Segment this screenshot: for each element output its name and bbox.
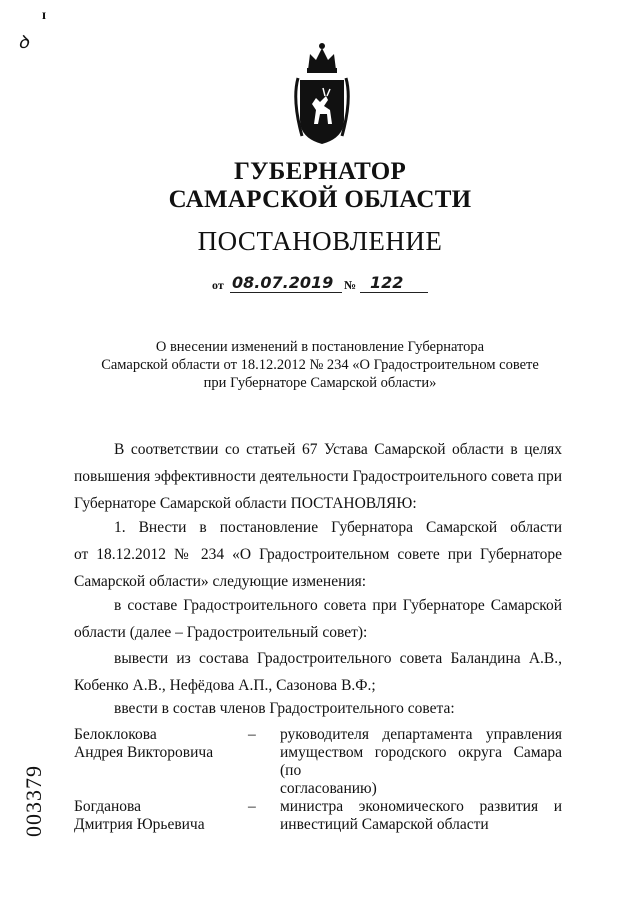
text-line: повышения эффективности деятельности Градостроительного совета при (74, 468, 562, 485)
subject-line: О внесении изменений в постановление Губернатора (155, 339, 485, 355)
date-value: 08.07.2019 (232, 273, 334, 292)
text-line: в составе Градостроительного совета при Губернаторе Самарской (114, 597, 562, 614)
number-underline (360, 292, 428, 293)
paragraph-preamble (74, 436, 562, 517)
text-line: В соответствии со статьей 67 Устава Самарской области в целях (114, 441, 562, 458)
serial-number-text: 003379 (21, 765, 46, 837)
member-surname: Белоклокова (74, 726, 157, 743)
decree-subject (60, 338, 580, 392)
member-dash: – (248, 798, 256, 815)
handwritten-mark: ꝺ (18, 32, 29, 52)
corner-mark: ɪ (42, 8, 47, 23)
date-number-line (212, 273, 442, 295)
coat-of-arms-emblem (292, 40, 352, 148)
document-type: ПОСТАНОВЛЕНИЕ (197, 226, 443, 256)
serial-number (22, 760, 46, 840)
issuer-title-line1: ГУБЕРНАТОР (233, 158, 407, 185)
date-underline (230, 292, 342, 293)
member-surname: Богданова (74, 798, 142, 815)
member-given-names: Андрея Викторовича (74, 744, 214, 761)
text-line: имуществом городского округа Самара (по (280, 744, 562, 779)
text-line: Кобенко А.В., Нефёдова А.П., Сазонова В.Ф.; (74, 677, 376, 694)
member-position (280, 726, 562, 798)
date-prefix: от (212, 278, 224, 292)
text-line: от 18.12.2012 № 234 «О Градостроительном совете при Губернаторе (74, 546, 562, 563)
text-line: руководителя департамента управления (280, 726, 562, 743)
text-line: инвестиций Самарской области (280, 816, 489, 833)
paragraph-remove-members (74, 645, 562, 699)
member-name (74, 798, 205, 834)
subject-line: Самарской области от 18.12.2012 № 234 «О Градостроительном совете (101, 357, 539, 373)
number-prefix: № (344, 278, 357, 292)
number-value: 122 (370, 273, 404, 292)
issuer-title-line2: САМАРСКОЙ ОБЛАСТИ (168, 186, 472, 213)
paragraph-add-members: ввести в состав членов Градостроительного совета: (114, 700, 455, 717)
text-line: министра экономического развития и (280, 798, 562, 815)
text-line: области (далее – Градостроительный совет): (74, 624, 368, 641)
text-line: вывести из состава Градостроительного совета Баландина А.В., (114, 650, 562, 667)
subject-line: при Губернаторе Самарской области» (203, 375, 437, 391)
member-position (280, 798, 562, 834)
text-line: Самарской области» следующие изменения: (74, 573, 367, 590)
text-line: 1. Внести в постановление Губернатора Самарской области (114, 519, 562, 536)
member-name (74, 726, 213, 762)
text-line: Губернаторе Самарской области ПОСТАНОВЛЯЮ: (74, 495, 417, 512)
member-dash: – (248, 726, 256, 743)
paragraph-council-composition (74, 592, 562, 646)
paragraph-item-1 (74, 514, 562, 595)
member-given-names: Дмитрия Юрьевича (74, 816, 205, 833)
text-line: согласованию) (280, 780, 377, 797)
